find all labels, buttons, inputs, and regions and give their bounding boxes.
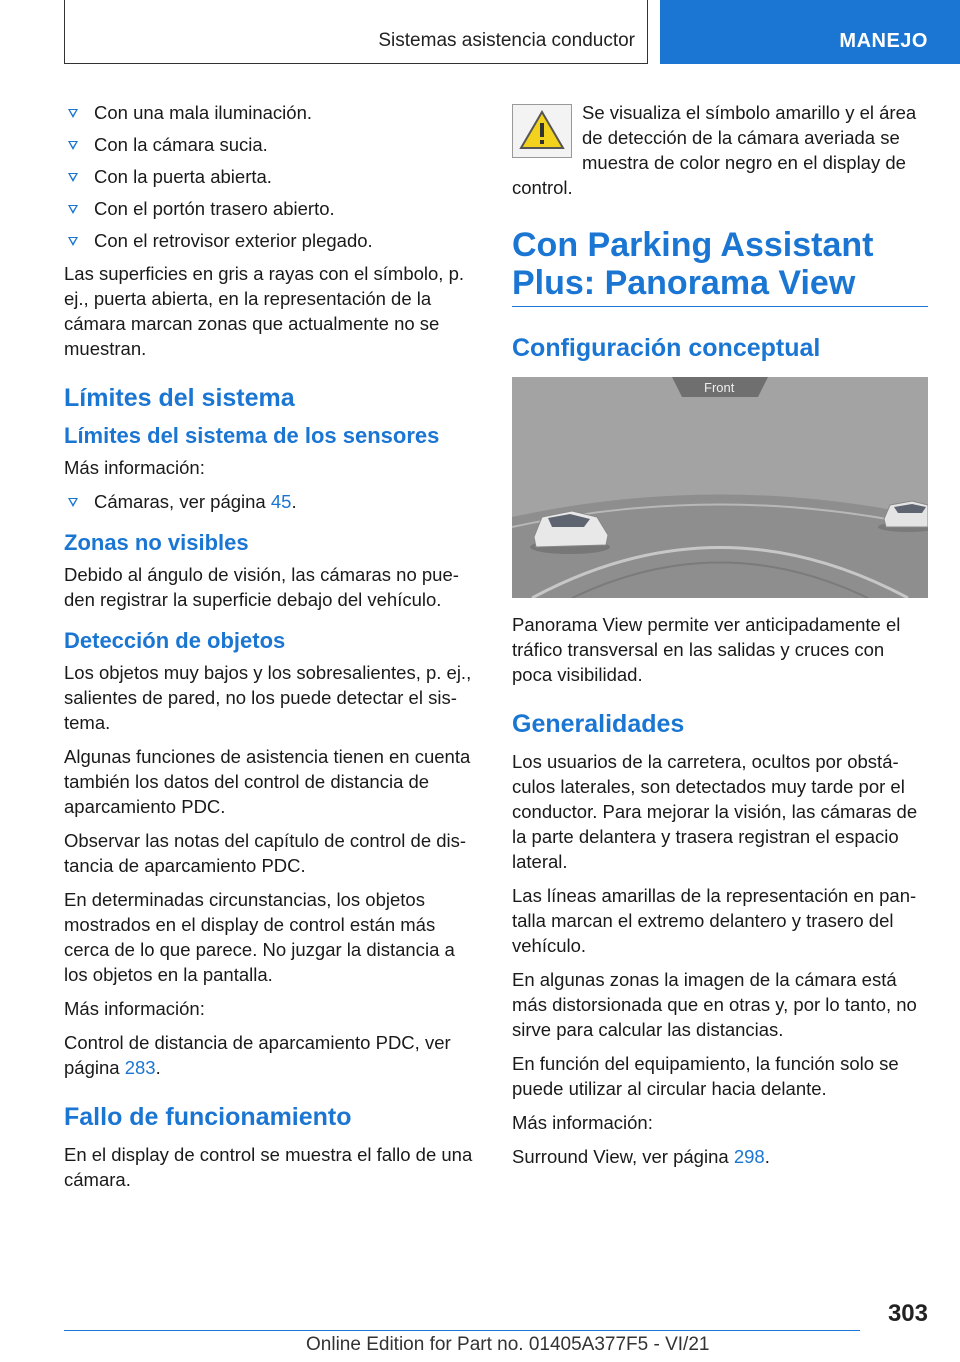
warning-note bbox=[512, 100, 928, 200]
paragraph: En el display de control se muestra el fallo de una cámara. bbox=[64, 1144, 473, 1190]
paragraph: En función del equipamiento, la función solo se puede utilizar al circular hacia delante. bbox=[512, 1053, 899, 1099]
paragraph: Los usuarios de la carretera, ocultos por obstá‐culos laterales, son detectados muy tarde por el conductor. Para mejorar la visión, las cámaras de la parte delantera y trasera registran el espacio lateral. bbox=[512, 751, 918, 872]
footer-divider bbox=[64, 1330, 860, 1331]
bullet-triangle-icon bbox=[68, 237, 78, 246]
more-info-label: Más información: bbox=[512, 1112, 653, 1133]
bullet-triangle-icon bbox=[68, 173, 78, 182]
page-link-45[interactable]: 45 bbox=[270, 491, 292, 512]
paragraph: Algunas funciones de asistencia tienen en cuenta también los datos del control de distancia de aparcamiento PDC. bbox=[64, 746, 471, 817]
more-info-label: Más información: bbox=[64, 998, 205, 1019]
paragraph: Los objetos muy bajos y los sobresalientes, p. ej., salientes de pared, no los puede detectar el sis‐tema. bbox=[64, 662, 472, 733]
bullet-triangle-icon bbox=[68, 205, 78, 214]
heading-general: Generalidades bbox=[512, 710, 685, 738]
section-tab[interactable] bbox=[660, 0, 960, 64]
chapter-title: Sistemas asistencia conductor bbox=[378, 30, 635, 51]
conditions-list bbox=[64, 100, 480, 253]
paragraph: En algunas zonas la imagen de la cámara está más distorsionada que en otras y, por lo tanto, no sirve para calcular las distancias. bbox=[512, 969, 917, 1040]
list-item: Con la cámara sucia. bbox=[64, 132, 480, 157]
page-link-298[interactable]: 298 bbox=[733, 1146, 765, 1167]
page-number: 303 bbox=[887, 1300, 928, 1327]
right-column bbox=[512, 100, 928, 1178]
heading-concept: Configuración conceptual bbox=[512, 334, 821, 362]
paragraph: Control de distancia de aparcamiento PDC, ver página 283. bbox=[64, 1032, 451, 1078]
paragraph: En determinadas circunstancias, los objetos mostrados en el display de control están más cerca de lo que parece. No juzgar la distancia a los objetos en la pantalla. bbox=[64, 889, 455, 985]
paragraph: Debido al ángulo de visión, las cámaras no pue‐den registrar la superficie debajo del vehículo. bbox=[64, 564, 459, 610]
section-label: MANEJO bbox=[839, 30, 928, 52]
bullet-triangle-icon bbox=[68, 141, 78, 150]
page-link-283[interactable]: 283 bbox=[124, 1057, 156, 1078]
paragraph: Surround View, ver página 298. bbox=[512, 1146, 770, 1167]
paragraph: Las líneas amarillas de la representación en pan‐talla marcan el extremo delantero y trasero del vehículo. bbox=[512, 885, 917, 956]
list-item: Con el portón trasero abierto. bbox=[64, 196, 480, 221]
paragraph: Las superficies en gris a rayas con el símbolo, p. ej., puerta abierta, en la representación de la cámara marcan zonas que actualmente no se muestran. bbox=[64, 263, 464, 359]
bullet-triangle-icon bbox=[68, 109, 78, 118]
more-info-label: Más información: bbox=[64, 457, 205, 478]
reference-list bbox=[64, 489, 480, 514]
heading-sensor-limits: Límites del sistema de los sensores bbox=[64, 423, 440, 448]
paragraph: Panorama View permite ver anticipadamente el tráfico transversal en las salidas y cruces con poca visibilidad. bbox=[512, 614, 901, 685]
camera-front-label: Front bbox=[704, 380, 735, 395]
header-bar bbox=[64, 0, 648, 64]
heading-malfunction: Fallo de funcionamiento bbox=[64, 1103, 352, 1131]
list-item: Cámaras, ver página 45. bbox=[64, 489, 480, 514]
paragraph: Se visualiza el símbolo amarillo y el área de detección de la cámara averiada se muestra de color negro en el display de control. bbox=[512, 102, 917, 198]
list-item: Con una mala iluminación. bbox=[64, 100, 480, 125]
left-column bbox=[64, 100, 480, 1201]
paragraph: Observar las notas del capítulo de control de dis‐tancia de aparcamiento PDC. bbox=[64, 830, 467, 876]
heading-object-detection: Detección de objetos bbox=[64, 628, 286, 653]
list-item: Con el retrovisor exterior plegado. bbox=[64, 228, 480, 253]
warning-icon bbox=[512, 104, 572, 158]
heading-panorama-view: Con Parking Assistant Plus: Panorama View bbox=[512, 226, 928, 307]
bullet-triangle-icon bbox=[68, 498, 78, 507]
list-item: Con la puerta abierta. bbox=[64, 164, 480, 189]
camera-view-image bbox=[512, 377, 928, 598]
heading-blind-zones: Zonas no visibles bbox=[64, 530, 249, 555]
heading-system-limits: Límites del sistema bbox=[64, 384, 295, 412]
footer-edition: Online Edition for Part no. 01405A377F5 - VI/21 bbox=[306, 1334, 710, 1355]
